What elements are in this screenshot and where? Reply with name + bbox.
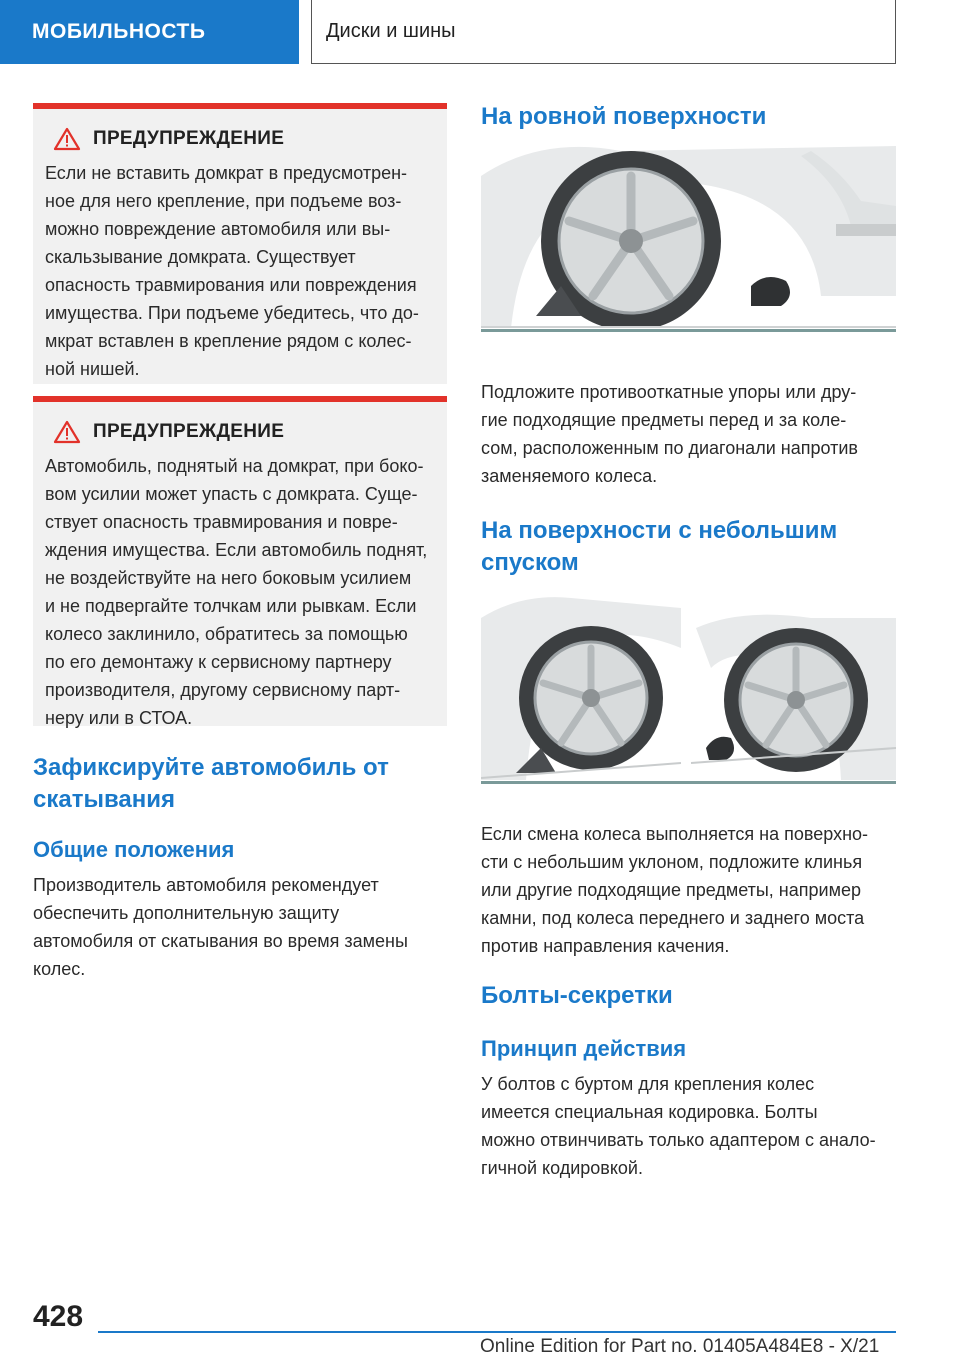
warning-triangle-icon [53,420,81,444]
figure-wheel-flat [481,146,896,328]
page-number: 428 [33,1300,84,1333]
figure-underline [481,781,896,784]
heading-lock-bolts: Болты-секретки [481,982,673,1009]
warning-title: ПРЕДУПРЕЖДЕНИЕ [93,421,285,442]
warning-title: ПРЕДУПРЕЖДЕНИЕ [93,128,285,149]
warning-box-1 [33,103,447,384]
warning-text: Если не вставить домкрат в предусмотрен- ное для него крепление, при подъеме воз- можно повреждение автомобиля или вы- скальзывание домкрата. Существует опасность травмирования или повреждения имущества. При подъеме убедитесь, что до- мкрат вставлен в крепление рядом с колес- ной нишей. [45,163,419,379]
footer-divider [98,1331,896,1333]
edition-text: Online Edition for Part no. 01405A484E8 - X/21 [480,1336,880,1357]
warning-text: Автомобиль, поднятый на домкрат, при боко- вом усилии может упасть с домкрата. Суще- ствует опасность травмирования и повре- ждения имущества. Если автомобиль поднят, не воздействуйте на него боковым усилием и не подвергайте толчкам или рывкам. Если колесо заклинило, обратитесь за помощью по его демонтажу к сервисному партнеру производителя, другому сервисному парт- неру или в СТОА. [45,456,428,728]
paragraph-flat: Подложите противооткатные упоры или дру- гие подходящие предметы перед и за коле- сом, расположенным по диагонали напротив заменяемого колеса. [481,382,858,486]
page-header [311,0,896,64]
paragraph-slope: Если смена колеса выполняется на поверхно- сти с небольшим уклоном, подложите клинья или другие подходящие предметы, например камни, под колеса переднего и заднего моста против направления качения. [481,824,869,956]
section-heading-rollaway: Зафиксируйте автомобиль от скатывания [33,754,389,813]
subheading-principle: Принцип действия [481,1036,687,1061]
warning-header [53,420,437,444]
figure-underline [481,329,896,332]
heading-flat-surface: На ровной поверхности [481,103,767,130]
paragraph-bolts: У болтов с буртом для крепления колес имеется специальная кодировка. Болты можно отвинчивать только адаптером с анало- гичной кодировкой. [481,1074,876,1178]
subheading-general: Общие положения [33,837,235,862]
warning-header [53,127,437,151]
figure-wheels-slope [481,588,896,780]
paragraph-general: Производитель автомобиля рекомендует обеспечить дополнительную защиту автомобиля от скатывания во время замены колес. [33,875,408,979]
section-tab [0,0,299,64]
warning-triangle-icon [53,127,81,151]
section-label: МОБИЛЬНОСТЬ [32,20,206,43]
page-title: Диски и шины [326,20,456,42]
warning-box-2 [33,396,447,726]
heading-slope-surface: На поверхности с небольшим спуском [481,517,838,576]
